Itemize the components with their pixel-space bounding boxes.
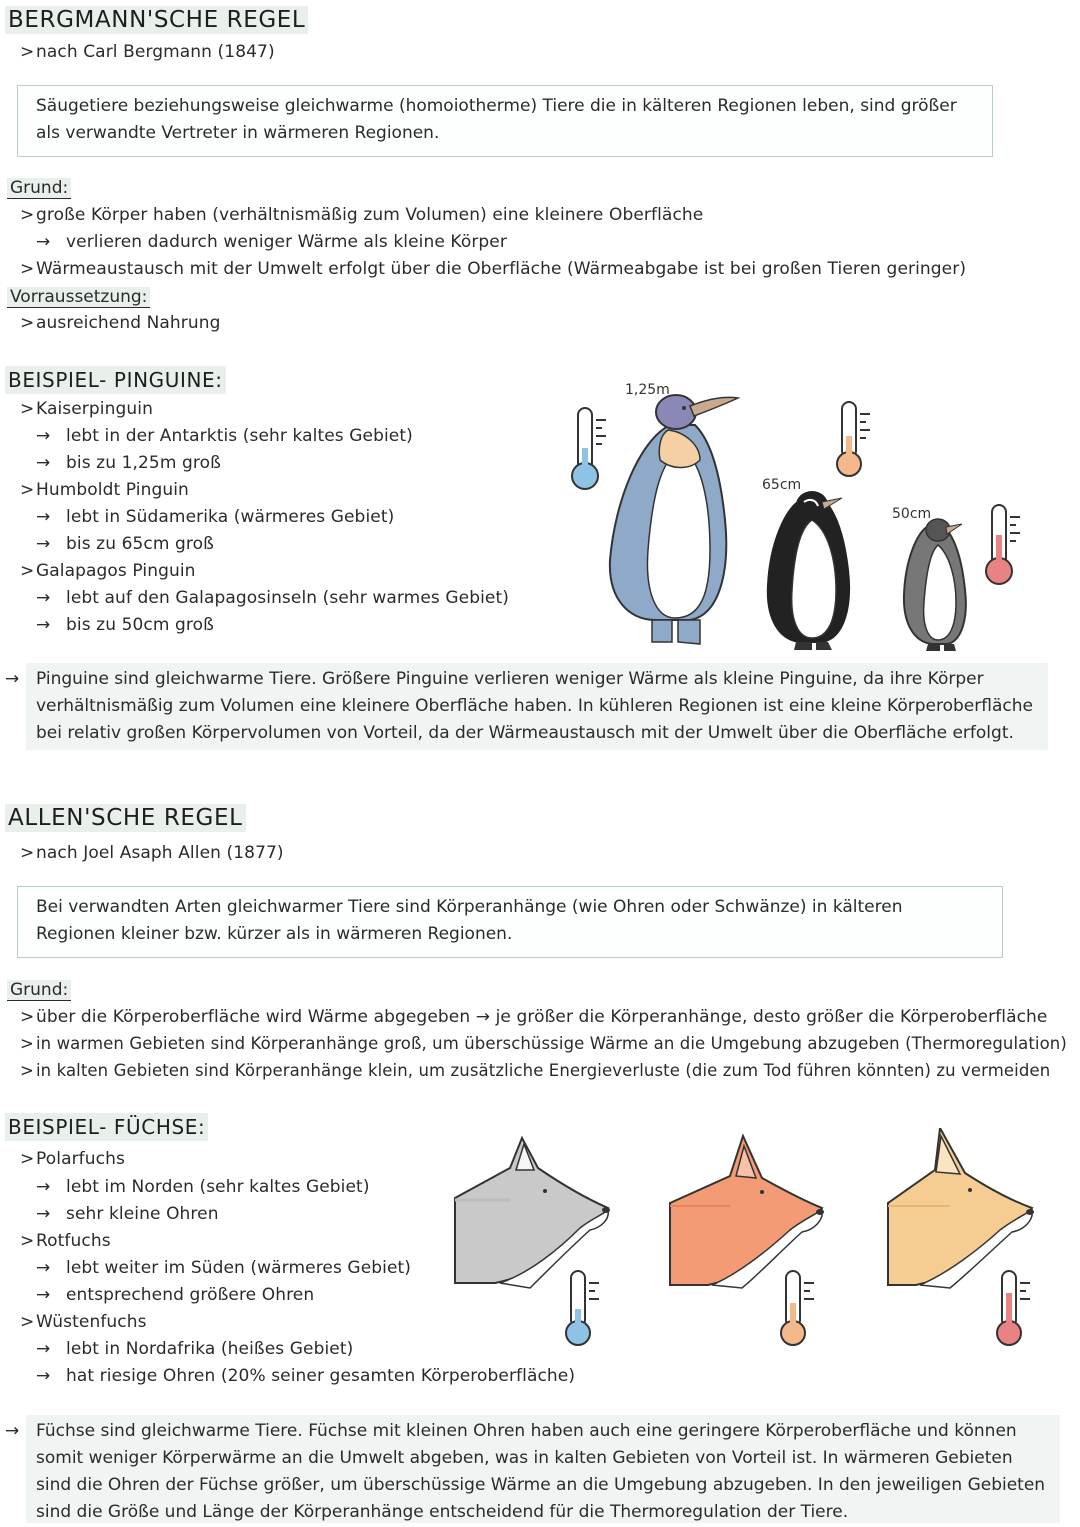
allen-grund-3: > in kalten Gebieten sind Körperanhänge klein, um zusätzliche Energieverluste (die zum Tod führen könnten) zu vermeiden xyxy=(20,1061,1051,1080)
height-label-emperor: 1,25m xyxy=(625,382,670,398)
allen-grund-2: > in warmen Gebieten sind Körperanhänge groß, um überschüssige Wärme an die Umgebung abzugeben (Thermoregulation) xyxy=(20,1034,1067,1053)
allen-definition: Bei verwandten Arten gleichwarmer Tiere sind Körperanhänge (wie Ohren oder Schwänze) in kälteren Regionen kleiner bzw. kürzer als in wärmeren Regionen. xyxy=(36,897,903,944)
humboldt-penguin xyxy=(768,491,849,650)
allen-definition-box xyxy=(17,886,1003,958)
pinguine-conclusion-box xyxy=(26,663,1048,750)
species-rotfuchs: >Rotfuchs xyxy=(20,1231,111,1251)
bergmann-voraussetzung: >ausreichend Nahrung xyxy=(20,313,221,333)
bergmann-grund-2: → verlieren dadurch weniger Wärme als kleine Körper xyxy=(36,232,507,252)
desert-fox-head xyxy=(888,1128,1034,1288)
rotfuchs-habitat: → lebt weiter im Süden (wärmeres Gebiet) xyxy=(36,1258,412,1278)
galapagos-habitat: → lebt auf den Galapagosinseln (sehr warmes Gebiet) xyxy=(36,588,509,608)
galapagos-size: → bis zu 50cm groß xyxy=(36,615,214,635)
height-label-galapagos: 50cm xyxy=(892,506,932,522)
wuestenfuchs-ears: → hat riesige Ohren (20% seiner gesamten Körperoberfläche) xyxy=(36,1366,576,1386)
pinguine-title: BEISPIEL- PINGUINE: xyxy=(5,366,226,394)
emperor-penguin xyxy=(610,395,738,644)
bergmann-grund-label: Grund: xyxy=(7,178,71,199)
species-polarfuchs: >Polarfuchs xyxy=(20,1149,125,1169)
humboldt-habitat: → lebt in Südamerika (wärmeres Gebiet) xyxy=(36,507,395,527)
wuestenfuchs-habitat: → lebt in Nordafrika (heißes Gebiet) xyxy=(36,1339,354,1359)
pinguine-conclusion-arrow: → xyxy=(5,669,20,689)
thermometer-red-icon xyxy=(781,1271,814,1345)
bergmann-title: BERGMANN'SCHE REGEL xyxy=(5,6,308,34)
allen-author: >nach Joel Asaph Allen (1877) xyxy=(20,843,284,863)
rotfuchs-ears: → entsprechend größere Ohren xyxy=(36,1285,315,1305)
allen-title: ALLEN'SCHE REGEL xyxy=(5,804,246,832)
bergmann-author: >nach Carl Bergmann (1847) xyxy=(20,42,275,62)
bergmann-definition-box xyxy=(17,85,993,157)
species-galapagos: >Galapagos Pinguin xyxy=(20,561,196,581)
allen-grund-label: Grund: xyxy=(7,980,71,1001)
height-label-humboldt: 65cm xyxy=(762,477,802,493)
kaiserpinguin-size: → bis zu 1,25m groß xyxy=(36,453,221,473)
thermometer-hot-icon xyxy=(986,505,1020,584)
galapagos-penguin xyxy=(904,519,966,651)
thermometer-desert-icon xyxy=(997,1271,1030,1345)
humboldt-size: → bis zu 65cm groß xyxy=(36,534,214,554)
fuechse-conclusion: Füchse sind gleichwarme Tiere. Füchse mit kleinen Ohren haben auch eine geringere Körperoberfläche und können somit weniger Körperwärme an die Umwelt abgeben, was in kalten Gebieten von Vorteil ist. In wärmeren Gebieten sind die Ohren der Füchse größer, um überschüssige Wärme an die Umgebung abzugeben. In den jeweiligen Gebieten sind die Größe und Länge der Körperanhänge entscheidend für die Thermoregulation der Tiere. xyxy=(36,1421,1046,1522)
thermometer-warm-icon xyxy=(837,402,870,476)
species-wuestenfuchs: >Wüstenfuchs xyxy=(20,1312,147,1332)
polarfuchs-habitat: → lebt im Norden (sehr kaltes Gebiet) xyxy=(36,1177,370,1197)
polar-fox-head xyxy=(455,1138,610,1288)
bergmann-voraussetzung-label: Vorraussetzung: xyxy=(7,287,150,308)
kaiserpinguin-habitat: → lebt in der Antarktis (sehr kaltes Gebiet) xyxy=(36,426,413,446)
red-fox-head xyxy=(670,1136,824,1288)
fuechse-conclusion-box xyxy=(26,1415,1060,1523)
polarfuchs-ears: → sehr kleine Ohren xyxy=(36,1204,219,1224)
bergmann-grund-1: >große Körper haben (verhältnismäßig zum Volumen) eine kleinere Oberfläche xyxy=(20,205,704,225)
fox-illustration xyxy=(450,1128,1050,1358)
fuechse-conclusion-arrow: → xyxy=(5,1421,20,1441)
fuechse-title: BEISPIEL- FÜCHSE: xyxy=(5,1113,208,1141)
bergmann-definition: Säugetiere beziehungsweise gleichwarme (homoiotherme) Tiere die in kälteren Regionen leben, sind größer als verwandte Vertreter in wärmeren Regionen. xyxy=(36,96,957,143)
thermometer-polar-icon xyxy=(566,1271,599,1345)
species-kaiserpinguin: >Kaiserpinguin xyxy=(20,399,153,419)
pinguine-conclusion: Pinguine sind gleichwarme Tiere. Größere Pinguine verlieren weniger Wärme als kleine Pinguine, da ihre Körper verhältnismäßig zum Volumen eine kleinere Oberfläche haben. In kühleren Regionen ist eine kleine Körperoberfläche bei relativ großen Körpervolumen von Vorteil, da der Wärmeaustausch mit der Umwelt über die Oberfläche erfolgt. xyxy=(36,669,1033,743)
bergmann-grund-3: >Wärmeaustausch mit der Umwelt erfolgt über die Oberfläche (Wärmeabgabe ist bei großen Tieren geringer) xyxy=(20,259,967,279)
species-humboldt: >Humboldt Pinguin xyxy=(20,480,189,500)
penguin-illustration xyxy=(560,370,1060,655)
allen-grund-1: >über die Körperoberfläche wird Wärme abgegeben → je größer die Körperanhänge, desto größer die Körperoberfläche xyxy=(20,1007,1048,1027)
thermometer-cold-icon xyxy=(572,408,606,489)
